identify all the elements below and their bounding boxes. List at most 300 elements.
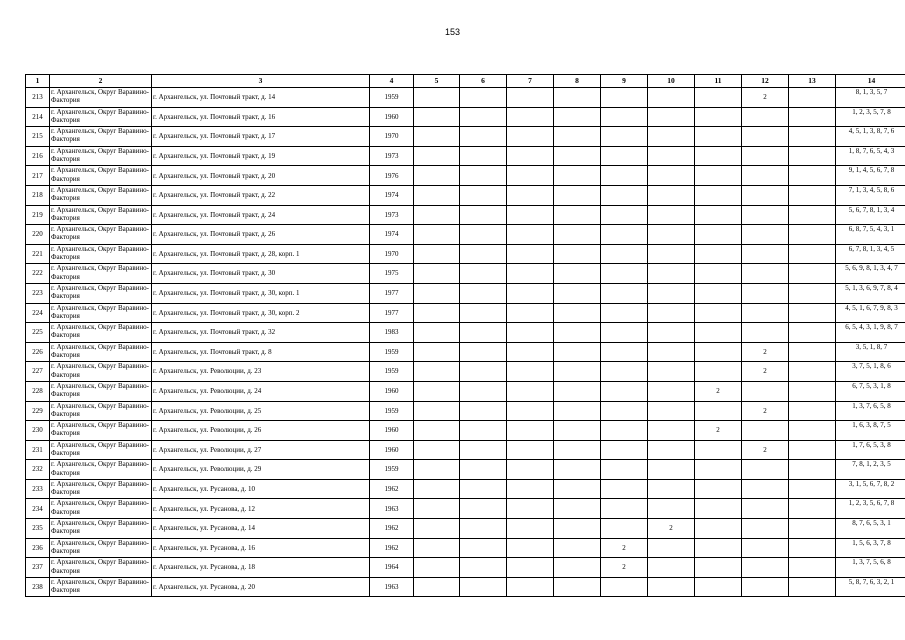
table-row <box>26 519 905 539</box>
district-cell: г. Архангельск, Округ Варавино-Фактория <box>50 499 152 519</box>
col12-cell <box>742 479 789 499</box>
district-cell: г. Архангельск, Округ Варавино-Фактория <box>50 538 152 558</box>
col9-cell <box>601 283 648 303</box>
col8-cell <box>554 401 601 421</box>
col9-cell: 2 <box>601 538 648 558</box>
year-cell: 1959 <box>370 88 414 108</box>
row-number: 221 <box>26 244 50 264</box>
table-row <box>26 225 905 245</box>
table-row <box>26 421 905 441</box>
col10-cell <box>648 146 695 166</box>
address-cell: г. Архангельск, ул. Почтовый тракт, д. 19 <box>152 146 370 166</box>
col13-cell <box>789 146 836 166</box>
column-header-11: 11 <box>695 75 742 88</box>
col6-cell <box>460 225 507 245</box>
col10-cell <box>648 577 695 597</box>
year-cell: 1974 <box>370 225 414 245</box>
col7-cell <box>507 401 554 421</box>
column-header-10: 10 <box>648 75 695 88</box>
col7-cell <box>507 127 554 147</box>
col6-cell <box>460 205 507 225</box>
col6-cell <box>460 166 507 186</box>
col8-cell <box>554 460 601 480</box>
col14-cell: 7, 1, 3, 4, 5, 8, 6 <box>836 185 905 205</box>
col14-cell: 6, 8, 7, 5, 4, 3, 1 <box>836 225 905 245</box>
col10-cell <box>648 538 695 558</box>
col7-cell <box>507 323 554 343</box>
year-cell: 1960 <box>370 440 414 460</box>
column-header-4: 4 <box>370 75 414 88</box>
col8-cell <box>554 421 601 441</box>
col6-cell <box>460 440 507 460</box>
col10-cell <box>648 225 695 245</box>
col8-cell <box>554 381 601 401</box>
district-cell: г. Архангельск, Округ Варавино-Фактория <box>50 362 152 382</box>
col13-cell <box>789 401 836 421</box>
district-cell: г. Архангельск, Округ Варавино-Фактория <box>50 421 152 441</box>
column-header-13: 13 <box>789 75 836 88</box>
col10-cell <box>648 107 695 127</box>
col8-cell <box>554 127 601 147</box>
col7-cell <box>507 479 554 499</box>
column-header-12: 12 <box>742 75 789 88</box>
col6-cell <box>460 479 507 499</box>
col10-cell <box>648 558 695 578</box>
col14-cell: 5, 1, 3, 6, 9, 7, 8, 4 <box>836 283 905 303</box>
col13-cell <box>789 303 836 323</box>
col8-cell <box>554 499 601 519</box>
year-cell: 1960 <box>370 421 414 441</box>
address-cell: г. Архангельск, ул. Революции, д. 24 <box>152 381 370 401</box>
col6-cell <box>460 323 507 343</box>
col8-cell <box>554 538 601 558</box>
row-number: 217 <box>26 166 50 186</box>
col13-cell <box>789 381 836 401</box>
year-cell: 1973 <box>370 146 414 166</box>
col7-cell <box>507 107 554 127</box>
col11-cell <box>695 283 742 303</box>
col6-cell <box>460 499 507 519</box>
col11-cell <box>695 225 742 245</box>
col6-cell <box>460 421 507 441</box>
col5-cell <box>414 205 460 225</box>
col8-cell <box>554 185 601 205</box>
col8-cell <box>554 440 601 460</box>
col7-cell <box>507 303 554 323</box>
col10-cell <box>648 421 695 441</box>
col10-cell <box>648 185 695 205</box>
col12-cell <box>742 577 789 597</box>
col5-cell <box>414 323 460 343</box>
address-cell: г. Архангельск, ул. Почтовый тракт, д. 20 <box>152 166 370 186</box>
col7-cell <box>507 283 554 303</box>
col9-cell <box>601 362 648 382</box>
address-cell: г. Архангельск, ул. Почтовый тракт, д. 30, корп. 2 <box>152 303 370 323</box>
col9-cell <box>601 323 648 343</box>
col8-cell <box>554 303 601 323</box>
column-header-9: 9 <box>601 75 648 88</box>
row-number: 223 <box>26 283 50 303</box>
address-cell: г. Архангельск, ул. Революции, д. 27 <box>152 440 370 460</box>
col6-cell <box>460 146 507 166</box>
col5-cell <box>414 166 460 186</box>
year-cell: 1973 <box>370 205 414 225</box>
col13-cell <box>789 519 836 539</box>
col11-cell <box>695 440 742 460</box>
col12-cell <box>742 381 789 401</box>
col9-cell <box>601 244 648 264</box>
col14-cell: 1, 3, 7, 6, 5, 8 <box>836 401 905 421</box>
col11-cell <box>695 479 742 499</box>
table-row <box>26 440 905 460</box>
col12-cell <box>742 146 789 166</box>
row-number: 214 <box>26 107 50 127</box>
col6-cell <box>460 519 507 539</box>
col7-cell <box>507 225 554 245</box>
col14-cell: 3, 5, 1, 8, 7 <box>836 342 905 362</box>
col11-cell: 2 <box>695 381 742 401</box>
page-number: 153 <box>444 27 461 37</box>
col11-cell <box>695 205 742 225</box>
table-row <box>26 381 905 401</box>
table-row <box>26 342 905 362</box>
year-cell: 1960 <box>370 107 414 127</box>
col8-cell <box>554 479 601 499</box>
col9-cell <box>601 479 648 499</box>
district-cell: г. Архангельск, Округ Варавино-Фактория <box>50 303 152 323</box>
col9-cell: 2 <box>601 558 648 578</box>
col8-cell <box>554 283 601 303</box>
col7-cell <box>507 342 554 362</box>
row-number: 227 <box>26 362 50 382</box>
col14-cell: 1, 8, 7, 6, 5, 4, 3 <box>836 146 905 166</box>
col12-cell <box>742 107 789 127</box>
col12-cell: 2 <box>742 342 789 362</box>
address-cell: г. Архангельск, ул. Почтовый тракт, д. 26 <box>152 225 370 245</box>
col6-cell <box>460 127 507 147</box>
year-cell: 1964 <box>370 558 414 578</box>
col13-cell <box>789 185 836 205</box>
col13-cell <box>789 499 836 519</box>
column-header-5: 5 <box>414 75 460 88</box>
address-cell: г. Архангельск, ул. Почтовый тракт, д. 28, корп. 1 <box>152 244 370 264</box>
district-cell: г. Архангельск, Округ Варавино-Фактория <box>50 107 152 127</box>
col14-cell: 1, 7, 6, 5, 3, 8 <box>836 440 905 460</box>
col13-cell <box>789 323 836 343</box>
col6-cell <box>460 577 507 597</box>
row-number: 234 <box>26 499 50 519</box>
col14-cell: 8, 7, 6, 5, 3, 1 <box>836 519 905 539</box>
col5-cell <box>414 421 460 441</box>
year-cell: 1963 <box>370 577 414 597</box>
col10-cell <box>648 323 695 343</box>
col8-cell <box>554 146 601 166</box>
col14-cell: 7, 8, 1, 2, 3, 5 <box>836 460 905 480</box>
col13-cell <box>789 440 836 460</box>
district-cell: г. Архангельск, Округ Варавино-Фактория <box>50 323 152 343</box>
col8-cell <box>554 166 601 186</box>
address-cell: г. Архангельск, ул. Почтовый тракт, д. 22 <box>152 185 370 205</box>
col7-cell <box>507 88 554 108</box>
year-cell: 1962 <box>370 538 414 558</box>
col12-cell <box>742 519 789 539</box>
col11-cell <box>695 107 742 127</box>
col9-cell <box>601 401 648 421</box>
col7-cell <box>507 499 554 519</box>
row-number: 224 <box>26 303 50 323</box>
col11-cell <box>695 166 742 186</box>
table-row <box>26 264 905 284</box>
col6-cell <box>460 88 507 108</box>
col8-cell <box>554 362 601 382</box>
district-cell: г. Архангельск, Округ Варавино-Фактория <box>50 479 152 499</box>
year-cell: 1959 <box>370 342 414 362</box>
col12-cell <box>742 225 789 245</box>
col5-cell <box>414 440 460 460</box>
col14-cell: 6, 7, 8, 1, 3, 4, 5 <box>836 244 905 264</box>
col14-cell: 4, 5, 1, 6, 7, 9, 8, 3 <box>836 303 905 323</box>
address-cell: г. Архангельск, ул. Почтовый тракт, д. 8 <box>152 342 370 362</box>
col9-cell <box>601 342 648 362</box>
row-number: 230 <box>26 421 50 441</box>
row-number: 226 <box>26 342 50 362</box>
year-cell: 1959 <box>370 460 414 480</box>
col7-cell <box>507 421 554 441</box>
col11-cell <box>695 577 742 597</box>
col12-cell: 2 <box>742 88 789 108</box>
col13-cell <box>789 421 836 441</box>
col12-cell <box>742 205 789 225</box>
year-cell: 1960 <box>370 381 414 401</box>
col11-cell: 2 <box>695 421 742 441</box>
col11-cell <box>695 244 742 264</box>
column-header-6: 6 <box>460 75 507 88</box>
col14-cell: 9, 1, 4, 5, 6, 7, 8 <box>836 166 905 186</box>
col12-cell: 2 <box>742 440 789 460</box>
table-row <box>26 538 905 558</box>
col11-cell <box>695 460 742 480</box>
col5-cell <box>414 558 460 578</box>
year-cell: 1975 <box>370 264 414 284</box>
col9-cell <box>601 519 648 539</box>
address-cell: г. Архангельск, ул. Революции, д. 29 <box>152 460 370 480</box>
address-cell: г. Архангельск, ул. Революции, д. 25 <box>152 401 370 421</box>
col8-cell <box>554 244 601 264</box>
col6-cell <box>460 538 507 558</box>
col7-cell <box>507 166 554 186</box>
col10-cell <box>648 342 695 362</box>
col7-cell <box>507 440 554 460</box>
address-cell: г. Архангельск, ул. Русанова, д. 20 <box>152 577 370 597</box>
row-number: 229 <box>26 401 50 421</box>
col11-cell <box>695 88 742 108</box>
address-cell: г. Архангельск, ул. Почтовый тракт, д. 30, корп. 1 <box>152 283 370 303</box>
address-cell: г. Архангельск, ул. Русанова, д. 12 <box>152 499 370 519</box>
col6-cell <box>460 558 507 578</box>
year-cell: 1962 <box>370 519 414 539</box>
col10-cell <box>648 264 695 284</box>
col12-cell <box>742 185 789 205</box>
row-number: 232 <box>26 460 50 480</box>
district-cell: г. Архангельск, Округ Варавино-Фактория <box>50 577 152 597</box>
col9-cell <box>601 205 648 225</box>
col5-cell <box>414 244 460 264</box>
year-cell: 1959 <box>370 362 414 382</box>
address-cell: г. Архангельск, ул. Почтовый тракт, д. 24 <box>152 205 370 225</box>
row-number: 216 <box>26 146 50 166</box>
col7-cell <box>507 185 554 205</box>
district-cell: г. Архангельск, Округ Варавино-Фактория <box>50 225 152 245</box>
row-number: 228 <box>26 381 50 401</box>
col9-cell <box>601 440 648 460</box>
col7-cell <box>507 362 554 382</box>
col5-cell <box>414 381 460 401</box>
col11-cell <box>695 519 742 539</box>
col11-cell <box>695 264 742 284</box>
col9-cell <box>601 577 648 597</box>
col14-cell: 5, 6, 7, 8, 1, 3, 4 <box>836 205 905 225</box>
col9-cell <box>601 185 648 205</box>
col13-cell <box>789 342 836 362</box>
col6-cell <box>460 283 507 303</box>
col5-cell <box>414 460 460 480</box>
col11-cell <box>695 362 742 382</box>
col12-cell <box>742 244 789 264</box>
col9-cell <box>601 381 648 401</box>
col10-cell <box>648 166 695 186</box>
col10-cell <box>648 499 695 519</box>
col5-cell <box>414 283 460 303</box>
col13-cell <box>789 264 836 284</box>
col9-cell <box>601 146 648 166</box>
table-row <box>26 127 905 147</box>
col11-cell <box>695 499 742 519</box>
col12-cell: 2 <box>742 401 789 421</box>
address-cell: г. Архангельск, ул. Русанова, д. 10 <box>152 479 370 499</box>
column-header-7: 7 <box>507 75 554 88</box>
year-cell: 1959 <box>370 401 414 421</box>
col11-cell <box>695 303 742 323</box>
col7-cell <box>507 558 554 578</box>
col14-cell: 4, 5, 1, 3, 8, 7, 6 <box>836 127 905 147</box>
address-cell: г. Архангельск, ул. Почтовый тракт, д. 17 <box>152 127 370 147</box>
address-cell: г. Архангельск, ул. Русанова, д. 16 <box>152 538 370 558</box>
col12-cell <box>742 166 789 186</box>
address-cell: г. Архангельск, ул. Почтовый тракт, д. 16 <box>152 107 370 127</box>
district-cell: г. Архангельск, Округ Варавино-Фактория <box>50 401 152 421</box>
district-cell: г. Архангельск, Округ Варавино-Фактория <box>50 185 152 205</box>
col12-cell <box>742 538 789 558</box>
col7-cell <box>507 577 554 597</box>
col6-cell <box>460 460 507 480</box>
address-cell: г. Архангельск, ул. Почтовый тракт, д. 14 <box>152 88 370 108</box>
col10-cell <box>648 205 695 225</box>
col14-cell: 1, 3, 7, 5, 6, 8 <box>836 558 905 578</box>
col12-cell <box>742 499 789 519</box>
col12-cell: 2 <box>742 362 789 382</box>
col11-cell <box>695 185 742 205</box>
table-row <box>26 283 905 303</box>
col9-cell <box>601 107 648 127</box>
col10-cell <box>648 381 695 401</box>
col10-cell <box>648 440 695 460</box>
year-cell: 1963 <box>370 499 414 519</box>
address-cell: г. Архангельск, ул. Почтовый тракт, д. 32 <box>152 323 370 343</box>
col5-cell <box>414 264 460 284</box>
col9-cell <box>601 460 648 480</box>
col10-cell <box>648 283 695 303</box>
col5-cell <box>414 538 460 558</box>
col13-cell <box>789 107 836 127</box>
col9-cell <box>601 421 648 441</box>
col9-cell <box>601 88 648 108</box>
year-cell: 1962 <box>370 479 414 499</box>
col11-cell <box>695 323 742 343</box>
col13-cell <box>789 577 836 597</box>
year-cell: 1977 <box>370 303 414 323</box>
col14-cell: 5, 8, 7, 6, 3, 2, 1 <box>836 577 905 597</box>
table-row <box>26 303 905 323</box>
col11-cell <box>695 401 742 421</box>
row-number: 236 <box>26 538 50 558</box>
col13-cell <box>789 244 836 264</box>
row-number: 219 <box>26 205 50 225</box>
col10-cell <box>648 479 695 499</box>
col5-cell <box>414 146 460 166</box>
district-cell: г. Архангельск, Округ Варавино-Фактория <box>50 440 152 460</box>
col7-cell <box>507 460 554 480</box>
address-cell: г. Архангельск, ул. Революции, д. 23 <box>152 362 370 382</box>
col7-cell <box>507 264 554 284</box>
col11-cell <box>695 558 742 578</box>
table-row <box>26 401 905 421</box>
col13-cell <box>789 479 836 499</box>
col12-cell <box>742 558 789 578</box>
table-row <box>26 205 905 225</box>
district-cell: г. Архангельск, Округ Варавино-Фактория <box>50 146 152 166</box>
row-number: 225 <box>26 323 50 343</box>
district-cell: г. Архангельск, Округ Варавино-Фактория <box>50 460 152 480</box>
district-cell: г. Архангельск, Округ Варавино-Фактория <box>50 264 152 284</box>
row-number: 231 <box>26 440 50 460</box>
address-cell: г. Архангельск, ул. Русанова, д. 14 <box>152 519 370 539</box>
col10-cell <box>648 88 695 108</box>
col7-cell <box>507 538 554 558</box>
col5-cell <box>414 499 460 519</box>
district-cell: г. Архангельск, Округ Варавино-Фактория <box>50 283 152 303</box>
col6-cell <box>460 401 507 421</box>
row-number: 233 <box>26 479 50 499</box>
col11-cell <box>695 127 742 147</box>
col14-cell: 3, 7, 5, 1, 8, 6 <box>836 362 905 382</box>
district-cell: г. Архангельск, Округ Варавино-Фактория <box>50 127 152 147</box>
column-header-8: 8 <box>554 75 601 88</box>
district-cell: г. Архангельск, Округ Варавино-Фактория <box>50 88 152 108</box>
row-number: 237 <box>26 558 50 578</box>
column-header-2: 2 <box>50 75 152 88</box>
year-cell: 1970 <box>370 244 414 264</box>
col14-cell: 8, 1, 3, 5, 7 <box>836 88 905 108</box>
col10-cell <box>648 460 695 480</box>
year-cell: 1983 <box>370 323 414 343</box>
col13-cell <box>789 127 836 147</box>
table-row <box>26 323 905 343</box>
district-cell: г. Архангельск, Округ Варавино-Фактория <box>50 519 152 539</box>
column-header-14: 14 <box>836 75 905 88</box>
district-cell: г. Архангельск, Округ Варавино-Фактория <box>50 381 152 401</box>
col7-cell <box>507 519 554 539</box>
table-row <box>26 107 905 127</box>
